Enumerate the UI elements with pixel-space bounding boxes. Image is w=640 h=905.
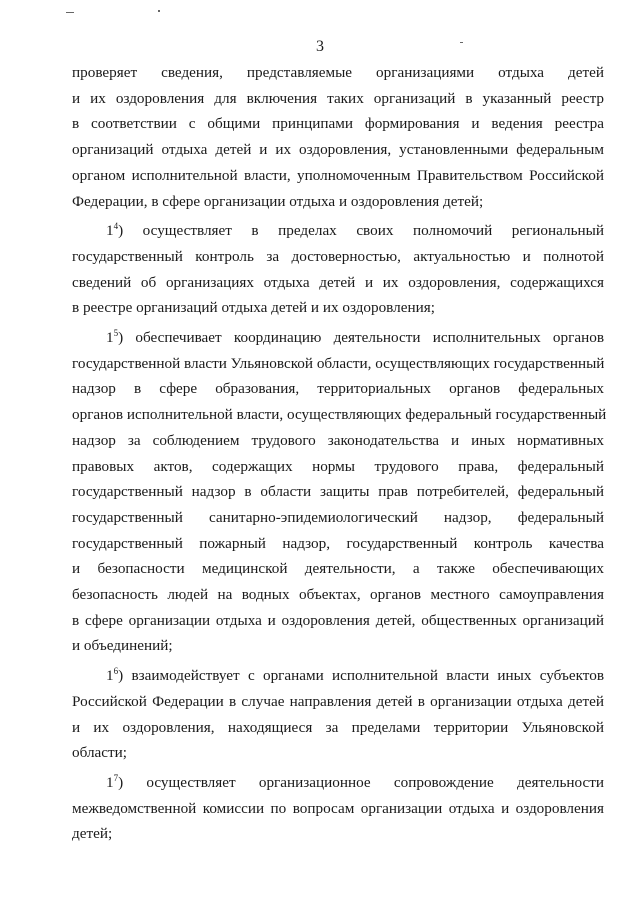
text-line: и их оздоровления, находящиеся за пределами территории Ульяновской: [72, 718, 604, 736]
item-number: 1: [106, 667, 114, 685]
document-body: [72, 60, 607, 851]
scan-speck: [158, 10, 160, 12]
item-superscript: 6: [113, 666, 119, 677]
text-line: государственный надзор в области защиты прав потребителей, федеральный: [72, 483, 604, 501]
text-line: детей;: [72, 825, 113, 843]
text-line: государственный санитарно-эпидемиологический надзор, федеральный: [72, 508, 604, 526]
text-line: государственной власти Ульяновской области, осуществляющих государственный: [72, 354, 605, 372]
page-number: 3: [316, 38, 324, 55]
item-number: 1: [106, 222, 114, 240]
text-line: безопасность людей на водных объектах, органов местного самоуправления: [72, 586, 604, 604]
text-line: государственный контроль за достоверностью, актуальностью и полнотой: [72, 247, 604, 265]
item-superscript: 4: [113, 221, 119, 232]
text-line: органом исполнительной власти, уполномоченным Правительством Российской: [72, 166, 604, 184]
text-line: государственный пожарный надзор, государственный контроль качества: [72, 534, 604, 552]
paragraph: [72, 60, 604, 214]
text-line: в соответствии с общими принципами формирования и ведения реестра: [72, 115, 604, 133]
scan-speck: [66, 12, 74, 13]
text-fragment: ) осуществляет в пределах своих полномочий региональный: [118, 222, 604, 240]
item-first-line: [72, 663, 604, 689]
item-number: 1: [106, 773, 114, 791]
item-first-line: [72, 325, 604, 351]
text-line: межведомственной комиссии по вопросам организации отдыха и оздоровления: [72, 799, 604, 817]
text-line: Федерации, в сфере организации отдыха и оздоровления детей;: [72, 192, 484, 210]
text-line: организаций отдыха детей и их оздоровления, установленными федеральным: [72, 141, 604, 159]
text-line: проверяет сведения, представляемые организациями отдыха детей: [72, 64, 604, 81]
text-line: области;: [72, 744, 127, 762]
item-first-line: [72, 218, 604, 244]
text-line: органов исполнительной власти, осуществляющих федеральный государственный: [72, 406, 607, 424]
item-superscript: 7: [113, 772, 119, 783]
text-line: надзор в сфере образования, территориальных органов федеральных: [72, 380, 604, 398]
text-line: и объединений;: [72, 637, 173, 655]
text-line: правовых актов, содержащих нормы трудового права, федеральный: [72, 457, 604, 475]
paragraph: [72, 325, 607, 659]
text-line: в реестре организаций отдыха детей и их оздоровления;: [72, 299, 435, 317]
item-first-line: [72, 770, 604, 796]
text-fragment: ) взаимодействует с органами исполнительной власти иных субъектов: [118, 667, 604, 685]
text-fragment: ) обеспечивает координацию деятельности исполнительных органов: [118, 329, 604, 347]
text-line: и безопасности медицинской деятельности, а также обеспечивающих: [72, 560, 604, 578]
paragraph: [72, 218, 604, 321]
paragraph: [72, 663, 604, 766]
text-line: Российской Федерации в случае направления детей в организации отдыха детей: [72, 692, 604, 710]
text-line: и их оздоровления для включения таких организаций в указанный реестр: [72, 89, 604, 107]
text-fragment: ) осуществляет организационное сопровождение деятельности: [118, 773, 604, 791]
text-line: сведений об организациях отдыха детей и их оздоровления, содержащихся: [72, 273, 604, 291]
text-line: надзор за соблюдением трудового законодательства и иных нормативных: [72, 431, 604, 449]
item-superscript: 5: [113, 327, 119, 338]
item-number: 1: [106, 329, 114, 347]
text-line: в сфере организации отдыха и оздоровления детей, общественных организаций: [72, 611, 604, 629]
paragraph: [72, 770, 604, 847]
